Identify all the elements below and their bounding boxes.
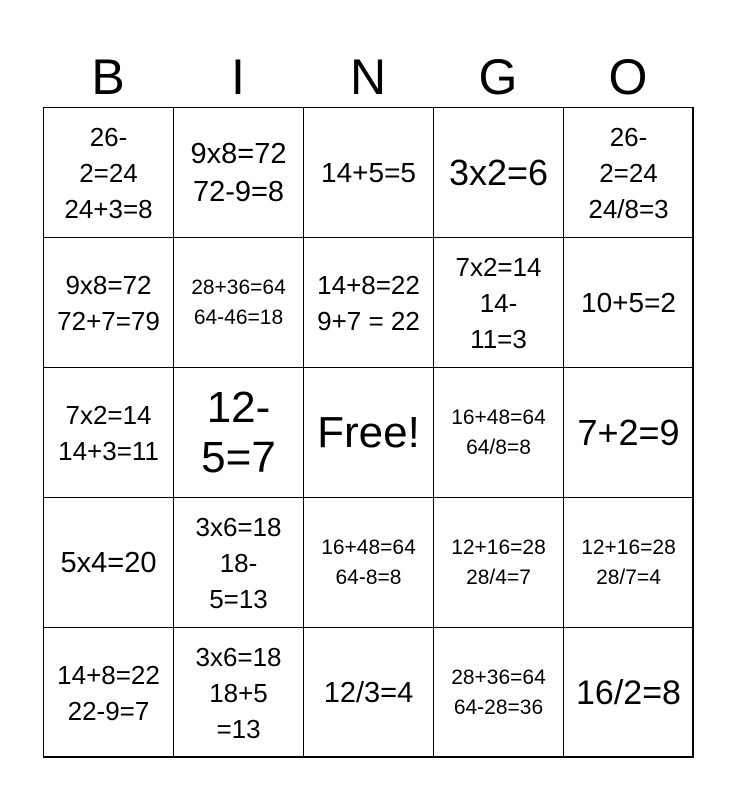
header-letter-b: B — [91, 49, 125, 105]
bingo-cell-text: 14+8=22 9+7 = 22 — [317, 269, 420, 336]
bingo-cell-text: 14+5=5 — [321, 156, 416, 188]
bingo-cell-text: 3x2=6 — [448, 151, 549, 193]
bingo-cell — [173, 107, 304, 238]
bingo-cell-text: 16+48=64 64/8=8 — [451, 405, 546, 459]
bingo-cell-text: 12+16=28 28/4=7 — [451, 535, 546, 589]
bingo-cell-text: 28+36=64 64-28=36 — [451, 665, 546, 719]
bingo-cell — [43, 107, 174, 238]
bingo-cell-text: 12- 5=7 — [201, 382, 276, 482]
bingo-cell — [563, 237, 694, 368]
bingo-cell-text: 26- 2=24 24+3=8 — [64, 121, 153, 224]
bingo-cell-text: 26- 2=24 24/8=3 — [588, 121, 669, 224]
bingo-cell-text: 7+2=9 — [577, 411, 680, 453]
header-letter-g: G — [478, 49, 518, 105]
free-space-text: Free! — [317, 407, 420, 457]
bingo-cell — [303, 237, 434, 368]
bingo-cell — [433, 107, 564, 238]
bingo-header — [43, 48, 693, 106]
bingo-cell — [303, 107, 434, 238]
bingo-cell-text: 16/2=8 — [576, 673, 681, 712]
bingo-cell-text: 10+5=2 — [581, 286, 676, 318]
bingo-cell-text: 28+36=64 64-46=18 — [191, 275, 286, 329]
bingo-cell — [43, 367, 174, 498]
bingo-card-grid — [43, 107, 693, 757]
header-letter-i: I — [231, 49, 245, 105]
bingo-cell — [173, 627, 304, 758]
bingo-cell — [563, 367, 694, 498]
bingo-cell-text: 12/3=4 — [323, 676, 414, 709]
bingo-cell — [173, 367, 304, 498]
bingo-cell-text: 3x6=18 18- 5=13 — [195, 511, 282, 614]
bingo-cell — [433, 237, 564, 368]
bingo-cell — [433, 497, 564, 628]
bingo-cell-text: 14+8=22 22-9=7 — [57, 659, 160, 726]
bingo-cell-text: 16+48=64 64-8=8 — [321, 535, 416, 589]
bingo-cell — [563, 497, 694, 628]
bingo-cell — [43, 497, 174, 628]
bingo-cell — [433, 627, 564, 758]
bingo-free-cell — [303, 367, 434, 498]
bingo-cell — [173, 237, 304, 368]
header-letter-n: N — [349, 49, 387, 105]
bingo-cell-text: 7x2=14 14- 11=3 — [455, 251, 542, 354]
bingo-cell — [303, 627, 434, 758]
bingo-cell-text: 12+16=28 28/7=4 — [581, 535, 676, 589]
bingo-cell — [433, 367, 564, 498]
bingo-cell-text: 5x4=20 — [60, 546, 157, 579]
bingo-cell-text: 7x2=14 14+3=11 — [58, 399, 159, 466]
bingo-cell-text: 3x6=18 18+5 =13 — [195, 641, 282, 744]
bingo-cell — [173, 497, 304, 628]
bingo-cell — [303, 497, 434, 628]
bingo-cell-text: 9x8=72 72+7=79 — [57, 269, 160, 336]
bingo-cell — [563, 627, 694, 758]
bingo-cell-text: 9x8=72 72-9=8 — [190, 137, 287, 208]
header-letter-o: O — [608, 49, 648, 105]
bingo-cell — [43, 237, 174, 368]
bingo-cell — [43, 627, 174, 758]
bingo-cell — [563, 107, 694, 238]
